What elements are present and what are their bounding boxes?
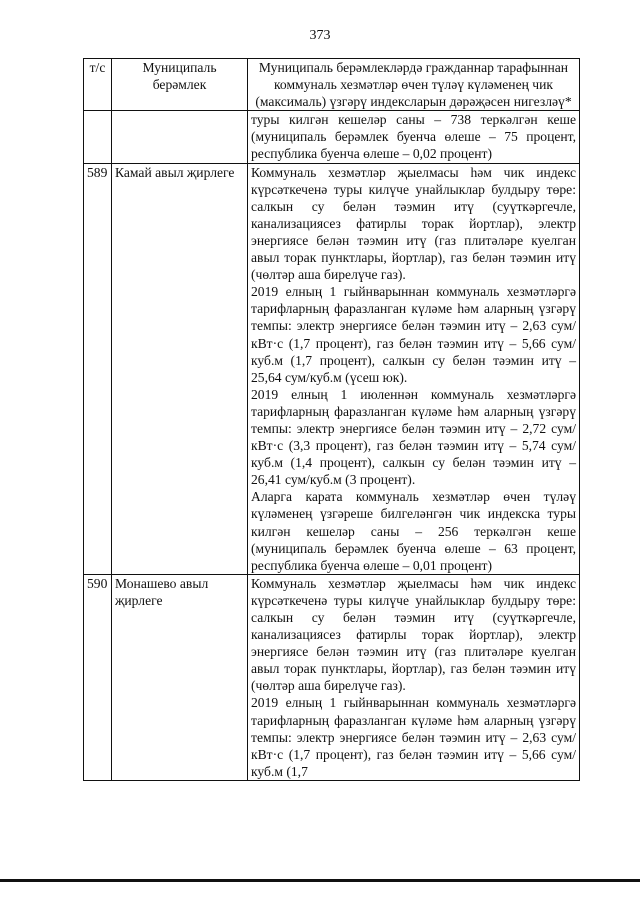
row-number	[84, 111, 112, 163]
row-reason	[248, 163, 580, 574]
row-paragraph: 2019 елның 1 гыйнварыннан коммуналь хезмәтләргә тарифларның фаразланган күләме һәм аларның үзгәрү темпы: электр энергиясе белән тәэмин итү – 2,63 сум/кВт·с (1,7 процент), газ белән тәэмин итү – 5,66 сум/куб.м (1,7	[251, 695, 576, 779]
table-header-row	[84, 59, 580, 111]
row-municipality: Камай авыл җирлеге	[112, 163, 248, 574]
row-paragraph: Аларга карата коммуналь хезмәтләр өчен түләү күләменең үзгәреше билгеләнгән чик индекска туры килгән кешеләр саны – 256 теркәлгән кеше (муниципаль берәмлек буенча өлеше – 63 процент, республика буенча өлеше – 0,01 процент)	[251, 489, 576, 573]
row-reason	[248, 574, 580, 780]
row-paragraph: Коммуналь хезмәтләр җыелмасы һәм чик индекс күрсәткеченә туры килүче унайлыклар булдыру төре: салкын су белән тәэмин итү (суүткәргечле, канализациясез фатирлы торак йортлар), электр энергиясе белән тәэмин итү (газ плитәләре куелган авыл торак пунктлары, йортлар), газ белән тәэмин итү (чөлтәр аша бирелүче газ).	[251, 164, 576, 283]
row-number: 590	[84, 574, 112, 780]
row-municipality	[112, 111, 248, 163]
table-row	[84, 163, 580, 574]
header-municipality: Муниципаль берәмлек	[112, 59, 248, 111]
header-num: т/с	[84, 59, 112, 111]
table-row	[84, 574, 580, 780]
row-reason	[248, 111, 580, 163]
tariff-table	[83, 58, 580, 781]
page-number: 373	[309, 28, 331, 43]
header-reason: Муниципаль берәмлекләрдә гражданнар тарафыннан коммуналь хезмәтләр өчен түләү күләменең чик (максималь) үзгәрү индексларын дәрәҗәсен нигезләү*	[248, 59, 580, 111]
row-paragraph: Коммуналь хезмәтләр җыелмасы һәм чик индекс күрсәткеченә туры килүче унайлыклар булдыру төре: салкын су белән тәэмин итү (суүткәргечле, канализациясез фатирлы торак йортлар), электр энергиясе белән тәэмин итү (газ плитәләре куелган авыл торак пунктлары, йортлар), газ белән тәэмин итү (чөлтәр аша бирелүче газ).	[251, 575, 576, 694]
row-paragraph: туры килгән кешеләр саны – 738 теркәлгән кеше (муниципаль берәмлек буенча өлеше – 75 процент, республика буенча өлеше – 0,02 процент)	[251, 112, 576, 162]
row-municipality: Монашево авыл җирлеге	[112, 574, 248, 780]
row-number: 589	[84, 163, 112, 574]
table-row	[84, 111, 580, 163]
row-paragraph: 2019 елның 1 гыйнварыннан коммуналь хезмәтләргә тарифларның фаразланган күләме һәм аларның үзгәрү темпы: электр энергиясе белән тәэмин итү – 2,63 сум/кВт·с (1,7 процент), газ белән тәэмин итү – 5,66 сум/куб.м (1,7 процент), салкын су белән тәэмин итү – 25,64 сум/куб.м (үсеш юк).	[251, 284, 576, 385]
row-paragraph: 2019 елның 1 июленнән коммуналь хезмәтләргә тарифларның фаразланган күләме һәм аларның үзгәрү темпы: электр энергиясе белән тәэмин итү – 2,72 сум/кВт·с (3,3 процент), газ белән тәэмин итү – 5,74 сум/куб.м (1,4 процент), салкын су белән тәэмин итү – 26,41 сум/куб.м (3 процент).	[251, 386, 576, 488]
scan-edge-line	[0, 879, 640, 882]
